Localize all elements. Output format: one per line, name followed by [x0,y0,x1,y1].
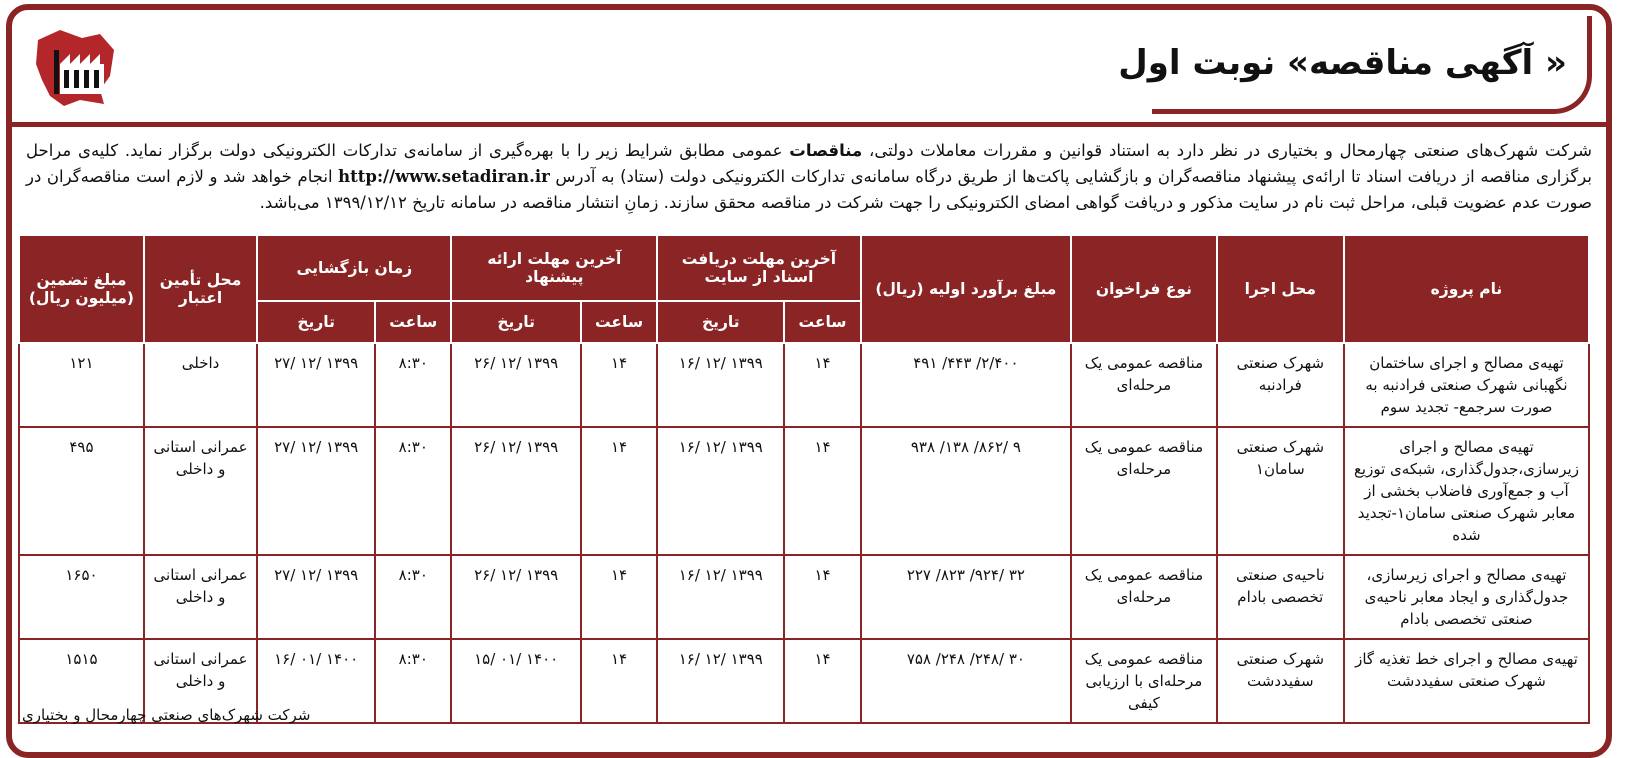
cell-estimate: ۹ /۸۶۲/ ۱۳۸/ ۹۳۸ [861,427,1071,555]
cell-open-time: ۸:۳۰ [375,639,451,723]
col-location: محل اجرا [1217,235,1344,343]
cell-doc-date: ۱۳۹۹ /۱۲ /۱۶ [657,639,784,723]
col-funding: محل تأمین اعتبار [144,235,257,343]
intro-bold-word: مناقصات [789,141,863,160]
notice-header [12,10,1606,127]
cell-bid-time: ۱۴ [581,555,657,639]
cell-project: تهیه‌ی مصالح و اجرای زیرسازی،جدول‌گذاری، شبکه‌ی توزیع آب و جمع‌آوری فاضلاب بخشی از معابر شهرک صنعتی سامان۱-تجدید شده [1344,427,1589,555]
cell-location: ناحیه‌ی صنعتی تخصصی بادام [1217,555,1344,639]
cell-open-date: ۱۳۹۹ /۱۲ /۲۷ [257,427,375,555]
col-open-date: تاریخ [257,301,375,343]
cell-open-time: ۸:۳۰ [375,555,451,639]
cell-bid-time: ۱۴ [581,427,657,555]
cell-bid-time: ۱۴ [581,343,657,427]
col-project: نام پروژه [1344,235,1589,343]
col-bid-deadline: آخرین مهلت ارائه پیشنهاد [451,235,657,301]
cell-call-type: مناقصه عمومی یک مرحله‌ای [1071,555,1217,639]
cell-call-type: مناقصه عمومی یک مرحله‌ای با ارزیابی کیفی [1071,639,1217,723]
cell-bid-date: ۱۳۹۹ /۱۲ /۲۶ [451,555,580,639]
cell-guarantee: ۱۲۱ [19,343,144,427]
intro-text-1: شرکت شهرک‌های صنعتی چهارمحال و بختیاری در نظر دارد به استناد قوانین و مقررات معاملات دولتی، [862,141,1592,160]
cell-doc-time: ۱۴ [784,343,860,427]
footer-signature: شرکت شهرک‌های صنعتی چهارمحال و بختیاری [22,706,311,724]
table-row [19,555,1589,639]
cell-estimate: ۳۲ /۹۲۴/ ۸۲۳/ ۲۲۷ [861,555,1071,639]
page-title: « آگهی مناقصه» نوبت اول [1118,42,1567,83]
cell-doc-time: ۱۴ [784,639,860,723]
cell-funding: عمرانی استانی و داخلی [144,427,257,555]
cell-bid-date: ۱۳۹۹ /۱۲ /۲۶ [451,427,580,555]
table-row [19,427,1589,555]
cell-call-type: مناقصه عمومی یک مرحله‌ای [1071,427,1217,555]
col-bid-date: تاریخ [451,301,580,343]
cell-open-time: ۸:۳۰ [375,427,451,555]
col-call-type: نوع فراخوان [1071,235,1217,343]
cell-call-type: مناقصه عمومی یک مرحله‌ای [1071,343,1217,427]
title-box [1118,16,1592,114]
col-guarantee: مبلغ تضمین (میلیون ریال) [19,235,144,343]
cell-funding: عمرانی استانی و داخلی [144,639,257,723]
cell-location: شهرک صنعتی سامان۱ [1217,427,1344,555]
cell-estimate: ۲/۴۰۰/ ۴۴۳/ ۴۹۱ [861,343,1071,427]
cell-bid-date: ۱۴۰۰ /۰۱ /۱۵ [451,639,580,723]
setad-url-link[interactable]: http://www.setadiran.ir [338,167,550,186]
cell-open-date: ۱۳۹۹ /۱۲ /۲۷ [257,343,375,427]
company-logo-icon [30,20,122,112]
cell-open-date: ۱۳۹۹ /۱۲ /۲۷ [257,555,375,639]
cell-guarantee: ۱۵۱۵ [19,639,144,723]
cell-funding: عمرانی استانی و داخلی [144,555,257,639]
cell-guarantee: ۴۹۵ [19,427,144,555]
cell-location: شهرک صنعتی سفیددشت [1217,639,1344,723]
cell-doc-date: ۱۳۹۹ /۱۲ /۱۶ [657,343,784,427]
intro-text-3: انجام خواهد شد و لازم است مناقصه‌گران در صورت عدم عضویت قبلی، مراحل ثبت نام در سایت مذکور و دریافت گواهی امضای الکترونیکی را جهت شرکت در مناقصه محقق سازند. زمانِ انتشار مناقصه در سامانه تاریخ ۱۳۹۹/۱۲/۱۲ می‌باشد. [26,167,1592,212]
cell-bid-time: ۱۴ [581,639,657,723]
cell-project: تهیه‌ی مصالح و اجرای خط تغذیه گاز شهرک صنعتی سفیددشت [1344,639,1589,723]
cell-guarantee: ۱۶۵۰ [19,555,144,639]
cell-open-date: ۱۴۰۰ /۰۱ /۱۶ [257,639,375,723]
col-doc-date: تاریخ [657,301,784,343]
intro-text-2: عمومی مطابق شرایط زیر را با بهره‌گیری از سامانه‌ی تدارکات الکترونیکی دولت برگزار نماید. کلیه‌ی مراحل برگزاری مناقصه از دریافت اسناد تا ارائه‌ی پیشنهاد مناقصه‌گران و بازگشایی پاکت‌ها از طریق درگاه سامانه‌ی تدارکات الکترونیکی دولت (ستاد) به آدرس [26,141,1592,186]
cell-project: تهیه‌ی مصالح و اجرای ساختمان نگهبانی شهرک صنعتی فرادنبه به صورت سرجمع- تجدید سوم [1344,343,1589,427]
col-open-time: ساعت [375,301,451,343]
tender-table [18,234,1590,724]
col-opening: زمان بازگشایی [257,235,451,301]
cell-funding: داخلی [144,343,257,427]
cell-doc-time: ۱۴ [784,427,860,555]
cell-doc-time: ۱۴ [784,555,860,639]
col-bid-time: ساعت [581,301,657,343]
col-estimate: مبلغ برآورد اولیه (ریال) [861,235,1071,343]
table-row [19,343,1589,427]
cell-bid-date: ۱۳۹۹ /۱۲ /۲۶ [451,343,580,427]
cell-location: شهرک صنعتی فرادنبه [1217,343,1344,427]
intro-paragraph [26,138,1592,216]
footer [22,706,310,724]
cell-doc-date: ۱۳۹۹ /۱۲ /۱۶ [657,427,784,555]
cell-project: تهیه‌ی مصالح و اجرای زیرسازی، جدول‌گذاری و ایجاد معابر ناحیه‌ی صنعتی تخصصی بادام [1344,555,1589,639]
col-doc-deadline: آخرین مهلت دریافت اسناد از سایت [657,235,860,301]
cell-doc-date: ۱۳۹۹ /۱۲ /۱۶ [657,555,784,639]
cell-estimate: ۳۰ /۲۴۸/ ۲۴۸/ ۷۵۸ [861,639,1071,723]
col-doc-time: ساعت [784,301,860,343]
cell-open-time: ۸:۳۰ [375,343,451,427]
